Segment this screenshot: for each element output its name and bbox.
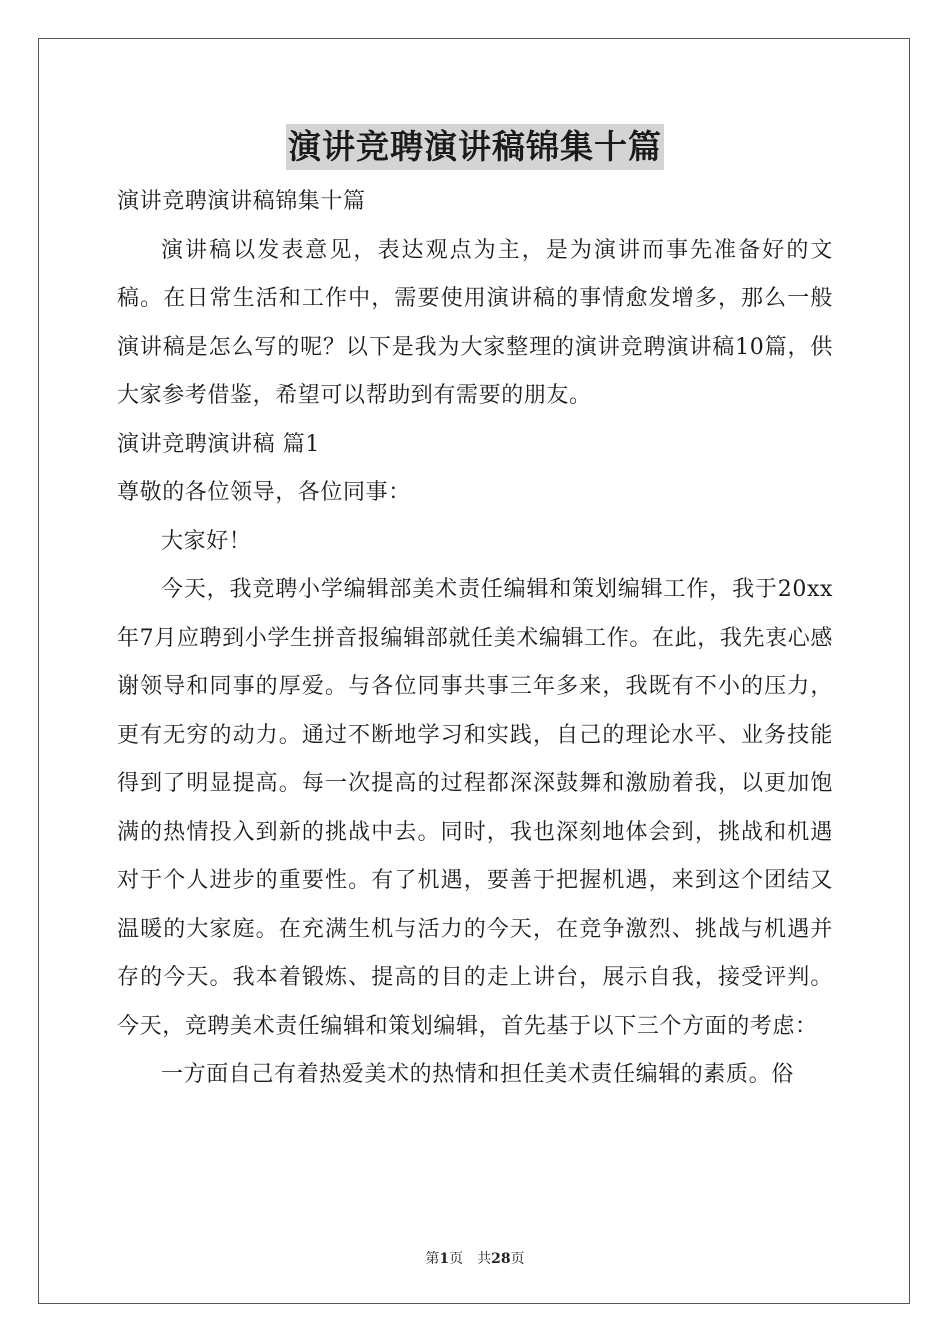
page-total: 28 xyxy=(491,1251,511,1267)
document-title: 演讲竞聘演讲稿锦集十篇 xyxy=(286,124,664,170)
page-suffix: 页 xyxy=(510,1251,525,1267)
page-footer xyxy=(0,1248,950,1268)
page-current: 1 xyxy=(439,1251,450,1267)
section-heading: 演讲竞聘演讲稿 篇1 xyxy=(117,431,320,457)
salutation-paragraph: 尊敬的各位领导，各位同事： xyxy=(117,480,411,505)
body-paragraph-continued: 一方面自己有着热爱美术的热情和担任美术责任编辑的素质。俗 xyxy=(161,1062,794,1087)
page-mid: 页 共 xyxy=(449,1251,492,1267)
document-body xyxy=(117,178,833,1100)
title-container xyxy=(0,124,950,170)
intro-paragraph: 演讲稿以发表意见，表达观点为主，是为演讲而事先准备好的文稿。在日常生活和工作中，需要使用演讲稿的事情愈发增多，那么一般演讲稿是怎么写的呢？以下是我为大家整理的演讲竞聘演讲稿10篇，供大家参考借鉴，希望可以帮助到有需要的朋友。 xyxy=(117,237,833,408)
greeting-paragraph: 大家好！ xyxy=(161,528,252,554)
page-prefix: 第 xyxy=(425,1251,440,1267)
body-paragraph: 今天，我竞聘小学编辑部美术责任编辑和策划编辑工作，我于20xx年7月应聘到小学生拼音报编辑部就任美术编辑工作。在此，我先衷心感谢领导和同事的厚爱。与各位同事共事三年多来，我既有不小的压力，更有无穷的动力。通过不断地学习和实践，自己的理论水平、业务技能得到了明显提高。每一次提高的过程都深深鼓舞和激励着我，以更加饱满的热情投入到新的挑战中去。同时，我也深刻地体会到，挑战和机遇对于个人进步的重要性。有了机遇，要善于把握机遇，来到这个团结又温暖的大家庭。在充满生机与活力的今天，在竞争激烈、挑战与机遇并存的今天。我本着锻炼、提高的目的走上讲台，展示自我，接受评判。今天，竞聘美术责任编辑和策划编辑，首先基于以下三个方面的考虑： xyxy=(117,577,833,1039)
subtitle-paragraph: 演讲竞聘演讲稿锦集十篇 xyxy=(117,189,366,214)
